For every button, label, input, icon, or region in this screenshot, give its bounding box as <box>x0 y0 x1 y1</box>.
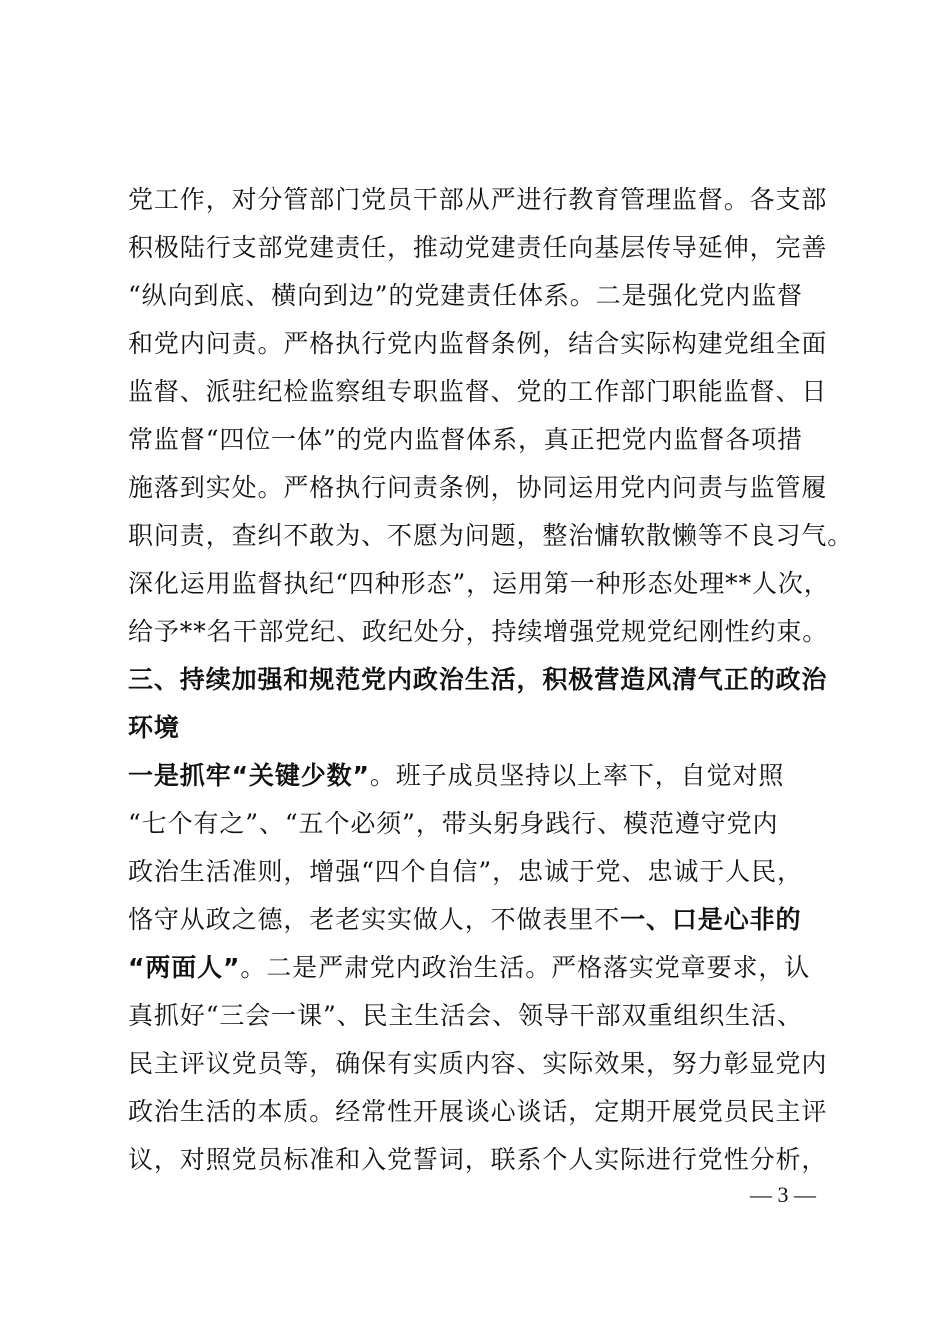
text-run: 。二是严肃党内政治生活。严格落实党章要求，认 <box>240 953 811 982</box>
body-line: 议，对照党员标准和入党誓词，联系个人实际进行党性分析， <box>128 1145 828 1174</box>
page-number: — 3 — <box>750 1182 816 1207</box>
body-line: 深化运用监督执纪“四种形态”，运用第一种形态处理**人次， <box>128 569 830 598</box>
body-line: 民主评议党员等，确保有实质内容、实际效果，努力彰显党内 <box>128 1049 828 1078</box>
section-heading: 环境 <box>128 713 180 742</box>
text-run: 恪守从政之德，老老实实做人，不做表里不 <box>128 905 621 934</box>
section-heading: 三、持续加强和规范党内政治生活，积极营造风清气正的政治 <box>128 665 828 694</box>
bold-run: 一、口是心非的 <box>620 905 802 934</box>
body-line: “七个有之”、“五个必须”，带头躬身践行、模范遵守党内 <box>128 809 779 838</box>
text-run: 。班子成员坚持以上率下，自觉对照 <box>369 761 785 790</box>
bold-run: “两面人” <box>128 953 241 982</box>
body-line: 政治生活准则，增强“四个自信”，忠诚于党、忠诚于人民， <box>128 857 803 886</box>
body-line: 政治生活的本质。经常性开展谈心谈话，定期开展党员民主评 <box>128 1097 828 1126</box>
body-line: 监督、派驻纪检监察组专职监督、党的工作部门职能监督、日 <box>128 377 828 406</box>
body-line: 真抓好“三会一课”、民主生活会、领导干部双重组织生活、 <box>128 1001 803 1030</box>
body-line: 常监督“四位一体”的党内监督体系，真正把党内监督各项措 <box>128 425 803 454</box>
bold-lead: 一是抓牢“关键少数” <box>128 761 370 790</box>
body-line: 给予**名干部党纪、政纪处分，持续增强党规党纪刚性约束。 <box>128 617 829 646</box>
body-line: 党工作，对分管部门党员干部从严进行教育管理监督。各支部 <box>128 185 828 214</box>
body-line <box>128 756 784 796</box>
body-line <box>128 948 810 988</box>
body-line: 职问责，查纠不敢为、不愿为问题，整治慵软散懒等不良习气。 <box>128 521 854 550</box>
body-line: 积极陆行支部党建责任，推动党建责任向基层传导延伸，完善 <box>128 233 828 262</box>
body-line: “纵向到底、横向到边”的党建责任体系。二是强化党内监督 <box>128 281 803 310</box>
body-line <box>128 900 801 940</box>
body-line: 和党内问责。严格执行党内监督条例，结合实际构建党组全面 <box>128 329 828 358</box>
body-line: 施落到实处。严格执行问责条例，协同运用党内问责与监管履 <box>128 473 828 502</box>
